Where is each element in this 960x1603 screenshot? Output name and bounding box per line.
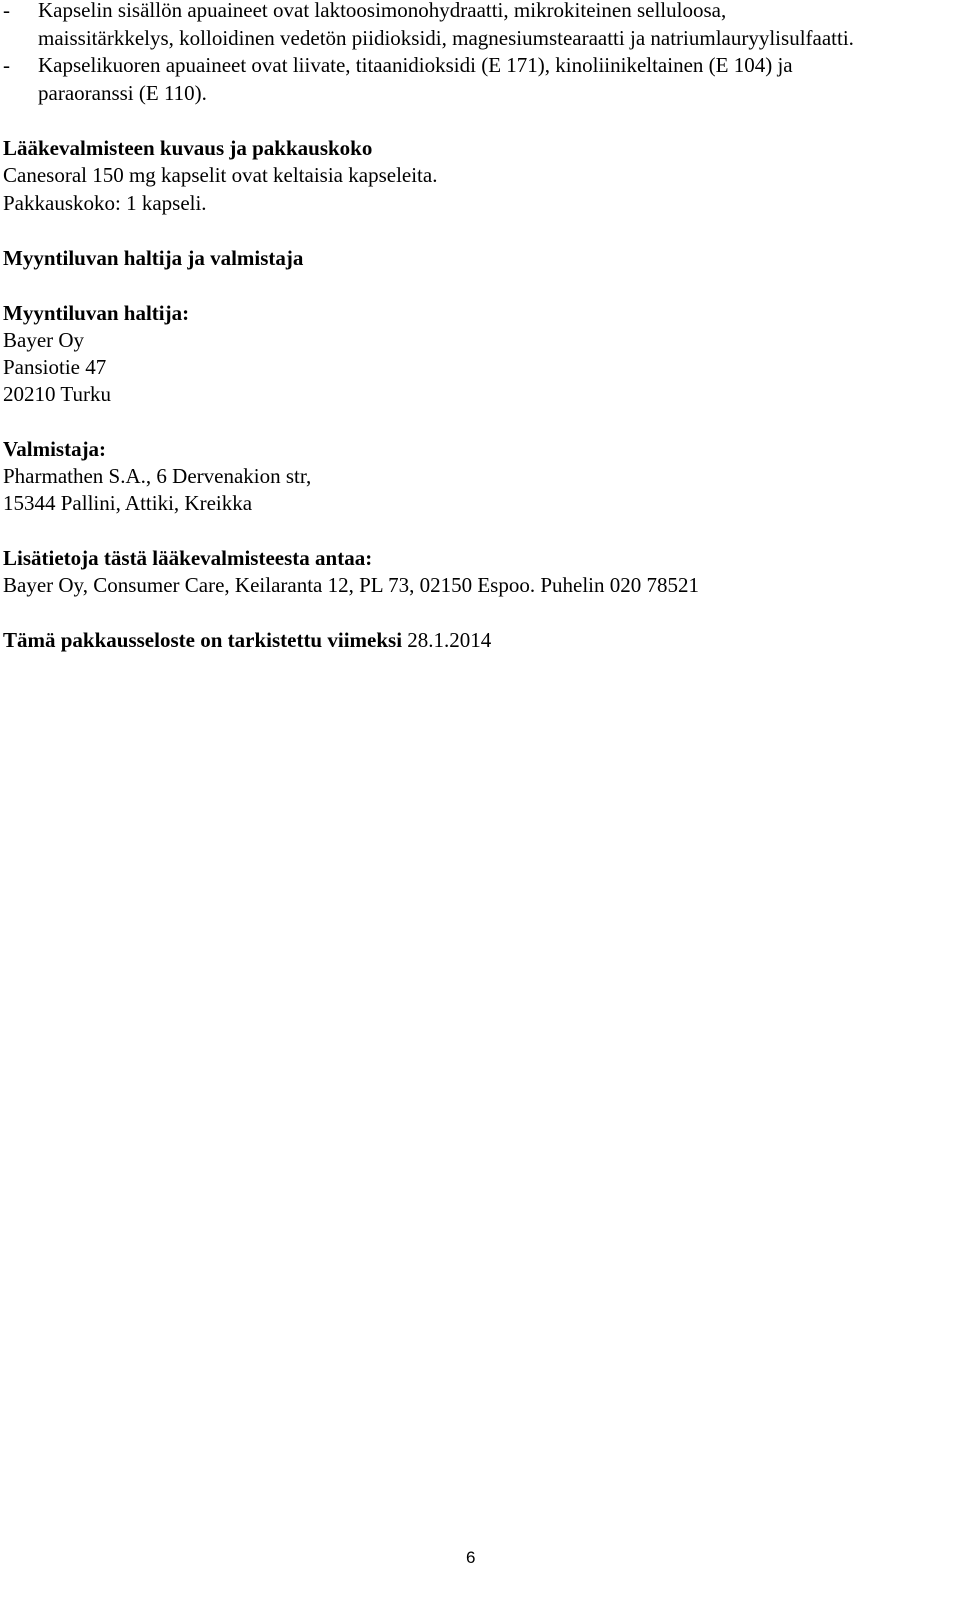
revision-statement <box>3 627 491 654</box>
description-heading: Lääkevalmisteen kuvaus ja pakkauskoko <box>3 136 373 160</box>
holder-name: Bayer Oy <box>3 328 85 352</box>
more-info-heading: Lisätietoja tästä lääkevalmisteesta antaa: <box>3 546 373 570</box>
more-info-contact: Bayer Oy, Consumer Care, Keilaranta 12, PL 73, 02150 Espoo. Puhelin 020 78521 <box>3 573 700 597</box>
capsule-contents-excipients-line1: Kapselin sisällön apuaineet ovat laktoosimonohydraatti, mikrokiteinen selluloosa, <box>38 0 727 22</box>
mah-section-heading: Myyntiluvan haltija ja valmistaja <box>3 246 304 270</box>
capsule-shell-excipients-line2: paraoranssi (E 110). <box>38 81 207 105</box>
page-number: 6 <box>466 1548 476 1567</box>
holder-city: 20210 Turku <box>3 382 111 406</box>
manufacturer-address-line2: 15344 Pallini, Attiki, Kreikka <box>3 491 253 515</box>
manufacturer-address-line1: Pharmathen S.A., 6 Dervenakion str, <box>3 464 312 488</box>
revision-label: Tämä pakkausseloste on tarkistettu viimeksi <box>3 628 403 652</box>
revision-date: 28.1.2014 <box>407 628 492 652</box>
capsule-contents-excipients-line2: maissitärkkelys, kolloidinen vedetön piidioksidi, magnesiumstearaatti ja natriumlauryylisulfaatti. <box>38 26 854 50</box>
manufacturer-label: Valmistaja: <box>3 437 107 461</box>
list-bullet: - <box>3 0 10 22</box>
holder-street: Pansiotie 47 <box>3 355 107 379</box>
capsule-shell-excipients-line1: Kapselikuoren apuaineet ovat liivate, titaanidioksidi (E 171), kinoliinikeltainen (E 104) ja <box>38 53 793 77</box>
list-bullet: - <box>3 53 10 77</box>
description-text: Canesoral 150 mg kapselit ovat keltaisia kapseleita. <box>3 163 438 187</box>
pack-size-text: Pakkauskoko: 1 kapseli. <box>3 191 207 215</box>
holder-label: Myyntiluvan haltija: <box>3 301 190 325</box>
